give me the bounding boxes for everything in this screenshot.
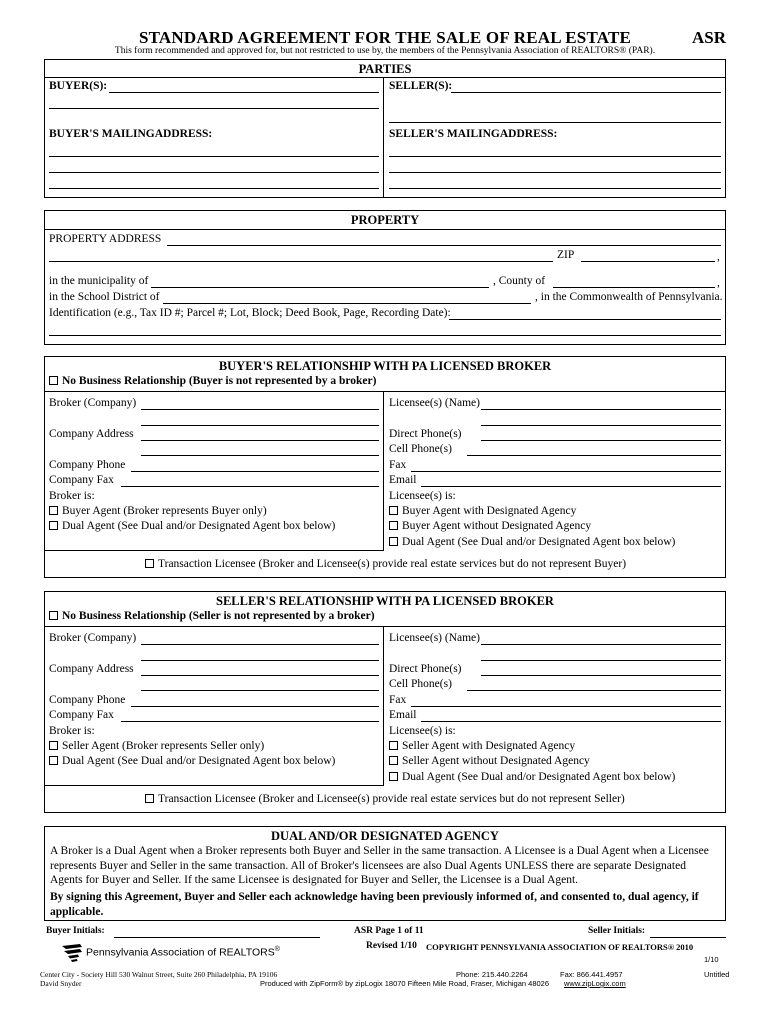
seller-broker-opt2-label: Dual Agent (See Dual and/or Designated Agent box below) [62, 755, 336, 767]
buyer-company-phone-field[interactable] [131, 471, 379, 472]
buyer-licensee-name-field[interactable] [481, 409, 721, 410]
buyer-direct-phone-label: Direct Phone(s) [389, 428, 462, 440]
seller-broker-company-field-2[interactable] [141, 660, 379, 661]
property-address-field-2[interactable] [49, 261, 553, 262]
buyer-initials-label: Buyer Initials: [46, 926, 105, 936]
buyer-broker-company-field-2[interactable] [141, 425, 379, 426]
buyer-no-business-checkbox[interactable] [49, 376, 58, 385]
buyer-lic-opt2-checkbox[interactable] [389, 521, 398, 530]
copyright: COPYRIGHT PENNSYLVANIA ASSOCIATION OF REALTORS® 2010 [426, 942, 694, 952]
county-comma: , [717, 277, 720, 289]
parties-heading: PARTIES [358, 62, 412, 76]
buyer-mailing-label: BUYER'S MAILINGADDRESS: [49, 128, 213, 140]
county-field[interactable] [553, 287, 715, 288]
property-section [44, 210, 726, 345]
seller-mailing-field-3[interactable] [389, 188, 721, 189]
seller-transaction-label: Transaction Licensee (Broker and Licensee(s) provide real estate services but do not represent Seller) [158, 793, 625, 805]
county-label: , County of [493, 275, 546, 287]
buyer-lic-opt1 [389, 505, 576, 517]
seller-transaction-licensee [145, 793, 625, 805]
seller-company-address-field[interactable] [141, 675, 379, 676]
identification-field-2[interactable] [49, 335, 721, 336]
identification-label: Identification (e.g., Tax ID #; Parcel #; Lot, Block; Deed Book, Page, Recording Date): [49, 307, 451, 319]
seller-broker-company-field[interactable] [141, 644, 379, 645]
seller-cell-phone-field[interactable] [467, 690, 721, 691]
seller-licensee-is-label: Licensee(s) is: [389, 725, 456, 737]
buyer-no-business-label: No Business Relationship (Buyer is not represented by a broker) [62, 375, 377, 387]
buyer-broker-company-field[interactable] [141, 409, 379, 410]
buyer-lic-opt2-label: Buyer Agent without Designated Agency [402, 520, 592, 532]
buyer-broker-opt1-checkbox[interactable] [49, 506, 58, 515]
office-address: Center City - Society Hill 530 Walnut Street, Suite 260 Philadelphia, PA 19106 [40, 970, 278, 979]
dual-agency-heading: DUAL AND/OR DESIGNATED AGENCY [271, 829, 499, 843]
seller-mailing-field-1[interactable] [389, 156, 721, 157]
commonwealth-label: , in the Commonwealth of Pennsylvania. [535, 291, 723, 303]
buyer-broker-company-label: Broker (Company) [49, 397, 137, 409]
seller-company-phone-label: Company Phone [49, 694, 126, 706]
seller-company-phone-field[interactable] [131, 706, 379, 707]
identification-field[interactable] [449, 319, 721, 320]
seller-broker-opt1-checkbox[interactable] [49, 741, 58, 750]
seller-lic-opt1-checkbox[interactable] [389, 741, 398, 750]
buyer-company-fax-label: Company Fax [49, 474, 114, 486]
buyer-email-field[interactable] [421, 486, 721, 487]
buyers-label: BUYER(S): [49, 80, 108, 92]
buyer-direct-phone-field[interactable] [481, 440, 721, 441]
seller-broker-opt1 [49, 740, 264, 752]
buyer-licensee-name-label: Licensee(s) (Name) [389, 397, 480, 409]
sellers-field[interactable] [451, 92, 721, 93]
buyer-broker-is-label: Broker is: [49, 490, 95, 502]
seller-fax-field[interactable] [411, 706, 721, 707]
buyer-broker-heading: BUYER'S RELATIONSHIP WITH PA LICENSED BROKER [218, 359, 552, 373]
office-phone: Phone: 215.440.2264 [456, 970, 528, 979]
form-code: ASR [691, 28, 726, 47]
form-subtitle: This form recommended and approved for, but not restricted to use by, the members of the Pennsylvania Association of REALTORS® (PAR). [114, 46, 656, 56]
dual-agency-paragraph: A Broker is a Dual Agent when a Broker represents both Buyer and Seller in the same transaction. A Licensee is a Dual Agent when a Licensee represents Buyer and Seller in the same transaction. All of Broker's licensees are also Dual Agents UNLESS there are separate Designated Agents for Buyer and Seller. If the same Licensee is designated for Buyer and Seller, the Licensee is a Dual Agent. [50, 845, 709, 886]
buyer-transaction-licensee [145, 558, 626, 570]
buyer-transaction-checkbox[interactable] [145, 559, 154, 568]
buyer-lic-opt3-label: Dual Agent (See Dual and/or Designated Agent box below) [402, 536, 676, 548]
seller-broker-section [44, 591, 726, 813]
seller-cell-phone-label: Cell Phone(s) [389, 678, 452, 690]
seller-direct-phone-field[interactable] [481, 675, 721, 676]
buyer-company-fax-field[interactable] [121, 486, 379, 487]
seller-company-fax-label: Company Fax [49, 709, 114, 721]
seller-no-business-checkbox[interactable] [49, 611, 58, 620]
dual-agency-section [44, 826, 726, 921]
seller-lic-opt2 [389, 755, 590, 767]
seller-licensee-name-field-2[interactable] [481, 660, 721, 661]
seller-lic-opt2-checkbox[interactable] [389, 756, 398, 765]
buyers-field-2[interactable] [49, 108, 379, 109]
buyer-company-address-label: Company Address [49, 428, 134, 440]
buyer-broker-opt1-label: Buyer Agent (Broker represents Buyer only) [62, 505, 267, 517]
seller-email-field[interactable] [421, 721, 721, 722]
seller-initials-field[interactable] [650, 937, 726, 938]
buyer-cell-phone-label: Cell Phone(s) [389, 443, 452, 455]
property-address-field[interactable] [167, 245, 721, 246]
buyer-licensee-is-label: Licensee(s) is: [389, 490, 456, 502]
ziplogix-link[interactable]: www.zipLogix.com [564, 979, 626, 988]
buyer-no-business [49, 375, 376, 387]
seller-lic-opt3-label: Dual Agent (See Dual and/or Designated Agent box below) [402, 771, 676, 783]
buyer-mailing-field-3[interactable] [49, 188, 379, 189]
seller-broker-company-label: Broker (Company) [49, 632, 137, 644]
buyer-lic-opt1-label: Buyer Agent with Designated Agency [402, 505, 577, 517]
sellers-field-2[interactable] [389, 122, 721, 123]
buyer-licensee-name-field-2[interactable] [481, 425, 721, 426]
seller-broker-opt1-label: Seller Agent (Broker represents Seller only) [62, 740, 265, 752]
buyer-company-address-field[interactable] [141, 440, 379, 441]
municipality-label: in the municipality of [49, 275, 149, 287]
agent-name: David Snyder [40, 979, 82, 988]
buyer-broker-opt1 [49, 505, 267, 517]
revised-date: Revised 1/10 [366, 941, 417, 951]
seller-no-business-label: No Business Relationship (Seller is not represented by a broker) [62, 610, 375, 622]
seller-company-fax-field[interactable] [121, 721, 379, 722]
seller-lic-opt1-label: Seller Agent with Designated Agency [402, 740, 576, 752]
seller-company-address-field-2[interactable] [141, 690, 379, 691]
office-fax: Fax: 866.441.4957 [560, 970, 623, 979]
buyer-broker-opt2-label: Dual Agent (See Dual and/or Designated Agent box below) [62, 520, 336, 532]
seller-lic-opt3-checkbox[interactable] [389, 772, 398, 781]
parties-section [44, 59, 726, 198]
seller-licensee-name-label: Licensee(s) (Name) [389, 632, 480, 644]
seller-mailing-field-2[interactable] [389, 172, 721, 173]
zip-comma: , [717, 251, 720, 263]
seller-transaction-checkbox[interactable] [145, 794, 154, 803]
association-name: Pennsylvania Association of REALTORS® [86, 946, 280, 959]
seller-email-label: Email [389, 709, 417, 721]
seller-lic-opt1 [389, 740, 575, 752]
buyer-fax-label: Fax [389, 459, 407, 471]
seller-broker-heading: SELLER'S RELATIONSHIP WITH PA LICENSED BROKER [216, 594, 554, 608]
buyer-fax-field[interactable] [411, 471, 721, 472]
buyer-broker-opt2-checkbox[interactable] [49, 521, 58, 530]
page-number: ASR Page 1 of 11 [354, 926, 424, 936]
buyer-transaction-label: Transaction Licensee (Broker and Licensee(s) provide real estate services but do not represent Buyer) [158, 558, 627, 570]
par-logo-icon [60, 942, 84, 964]
seller-broker-is-label: Broker is: [49, 725, 95, 737]
buyer-company-address-field-2[interactable] [141, 455, 379, 456]
produced-by: Produced with ZipForm® by zipLogix 18070 Fifteen Mile Road, Fraser, Michigan 48026 [260, 979, 550, 988]
dual-agency-consent: By signing this Agreement, Buyer and Seller each acknowledge having been previously informed of, and consented to, dual agency, if applicable. [50, 891, 699, 918]
property-heading: PROPERTY [350, 213, 420, 227]
seller-broker-opt2 [49, 755, 335, 767]
seller-no-business [49, 610, 375, 622]
buyer-cell-phone-field[interactable] [467, 455, 721, 456]
buyer-broker-opt2 [49, 520, 335, 532]
buyer-broker-section [44, 356, 726, 578]
buyer-lic-opt3 [389, 536, 675, 548]
seller-direct-phone-label: Direct Phone(s) [389, 663, 462, 675]
municipality-field[interactable] [151, 287, 489, 288]
seller-broker-opt2-checkbox[interactable] [49, 756, 58, 765]
zip-label: ZIP [557, 249, 575, 261]
buyer-lic-opt1-checkbox[interactable] [389, 506, 398, 515]
school-district-label: in the School District of [49, 291, 160, 303]
seller-fax-label: Fax [389, 694, 407, 706]
seller-initials-label: Seller Initials: [588, 926, 646, 936]
buyer-lic-opt3-checkbox[interactable] [389, 537, 398, 546]
document-name: Untitled [704, 970, 730, 979]
form-title: STANDARD AGREEMENT FOR THE SALE OF REAL ESTATE [138, 28, 632, 47]
seller-lic-opt2-label: Seller Agent without Designated Agency [402, 755, 590, 767]
buyer-mailing-field-2[interactable] [49, 172, 379, 173]
seller-licensee-name-field[interactable] [481, 644, 721, 645]
buyer-email-label: Email [389, 474, 417, 486]
school-district-field[interactable] [163, 303, 531, 304]
buyer-company-phone-label: Company Phone [49, 459, 126, 471]
seller-company-address-label: Company Address [49, 663, 134, 675]
zip-field[interactable] [581, 261, 715, 262]
version: 1/10 [704, 955, 719, 964]
property-address-label: PROPERTY ADDRESS [49, 233, 162, 245]
seller-mailing-label: SELLER'S MAILINGADDRESS: [389, 128, 558, 140]
buyer-mailing-field-1[interactable] [49, 156, 379, 157]
buyer-initials-field[interactable] [114, 937, 320, 938]
buyers-field[interactable] [109, 92, 379, 93]
buyer-lic-opt2 [389, 520, 591, 532]
sellers-label: SELLER(S): [389, 80, 453, 92]
seller-lic-opt3 [389, 771, 675, 783]
